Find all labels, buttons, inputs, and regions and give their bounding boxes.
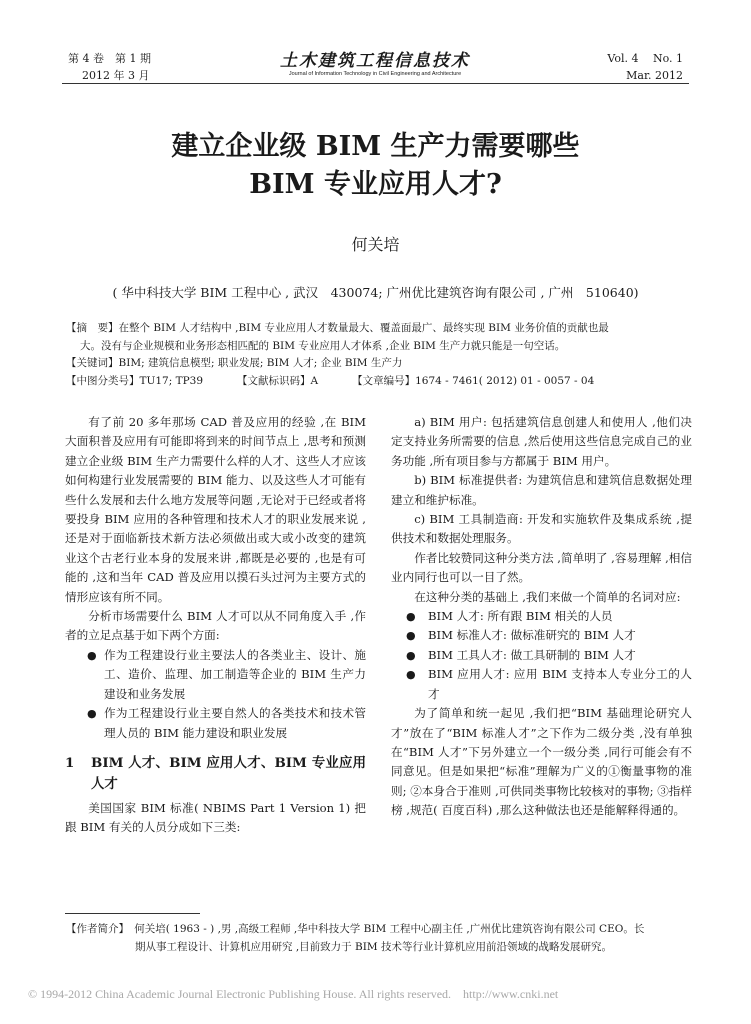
article-title: [0, 128, 751, 204]
issue-number: 第 4 卷 第 1 期: [68, 52, 151, 65]
list-item: ● BIM 人才: 所有跟 BIM 相关的人员: [391, 607, 692, 626]
classification-line: [66, 373, 686, 391]
volume-date: Mar. 2012: [626, 69, 683, 82]
right-column: [391, 413, 692, 821]
article-number: 【文章编号】1674 - 7461( 2012) 01 - 0057 - 04: [352, 374, 595, 387]
left-column: [65, 413, 366, 838]
title-line-1: 建立企业级 BIM 生产力需要哪些: [171, 131, 580, 162]
footnote-divider: [65, 913, 200, 914]
nbims-paragraph: 美国国家 BIM 标准( NBIMS Part 1 Version 1) 把跟 BIM 有关的人员分成如下三类:: [65, 800, 366, 835]
talent-list: [391, 607, 692, 704]
document-code: 【文献标识码】A: [237, 374, 319, 387]
issue-date: 2012 年 3 月: [82, 69, 150, 82]
abstract-block: [66, 320, 686, 390]
bullet-icon: ●: [406, 668, 416, 682]
journal-masthead: [240, 46, 510, 78]
intro-paragraph: 有了前 20 多年那场 CAD 普及应用的经验 ,在 BIM 大面积普及应用有可能即将到来的时间节点上 ,思考和预测建立企业级 BIM 生产力需要什么样的人才、这些人才应该如何构建行业发展需要的 BIM 能力、以及这些人才可能有些什么发展和去什么地方发展等问题 ,无论对于已经或者将要投身 BIM 应用的各种管理和技术人才的职业发展来说 ,还是对于面临新技术新方法必须做出或大或小改变的建筑业这个古老行业本身的发展来讲 ,都既是必要的 ,也是有可能的 ,这和当年 CAD 普及应用以摸石头过河为主要方式的情形应该有所不同。: [65, 415, 366, 604]
bullet-icon: ●: [87, 648, 97, 662]
bullet-icon: ●: [87, 707, 97, 721]
list-item: ● BIM 标准人才: 做标准研究的 BIM 人才: [391, 626, 692, 645]
list-item: ● 作为工程建设行业主要自然人的各类技术和技术管理人员的 BIM 能力建设和职业发展: [87, 706, 366, 740]
volume-number: Vol. 4 No. 1: [607, 52, 683, 65]
bullet-icon: ●: [406, 648, 416, 662]
section-title: BIM 人才、BIM 应用人才、BIM 专业应用人才: [91, 754, 366, 792]
footnote-line-1: 【作者简介】 何关培( 1963 - ) ,男 ,高级工程师 ,华中科技大学 BIM 工程中心副主任 ,广州优比建筑咨询有限公司 CEO。长: [66, 923, 645, 935]
footnote-line-2: 期从事工程设计、计算机应用研究 ,目前致力于 BIM 技术等行业计算机应用前沿领域的战略发展研究。: [135, 940, 612, 953]
clc-number: 【中图分类号】TU17; TP39: [66, 374, 204, 387]
bullet-icon: ●: [406, 629, 416, 643]
analysis-paragraph: 分析市场需要什么 BIM 人才可以从不同角度入手 ,作者的立足点基于如下两个方面:: [65, 609, 366, 643]
author-affiliation: ( 华中科技大学 BIM 工程中心 , 武汉 430074; 广州优比建筑咨询有限公司 , 广州 510640): [112, 285, 639, 300]
classification-note-paragraph: 为了简单和统一起见 ,我们把“BIM 基础理论研究人才”放在了“BIM 标准人才”之下作为二级分类 ,没有单独在“BIM 人才”下另外建立一个一级分类 ,同行可能会有不同意见。但是如果把“标准”理解为广义的①衡量事物的准则; ②本身合于准则 ,可供同类事物比较核对的事物; ③指样榜 ,规范( 百度百科) ,那么这种做法也还是能解释得通的。: [391, 706, 692, 818]
list-item: ● 作为工程建设行业主要法人的各类业主、设计、施工、造价、监理、加工制造等企业的 BIM 生产力建设和业务发展: [87, 647, 366, 701]
volume-info: [607, 50, 683, 84]
journal-title-cn: 土木建筑工程信息技术: [280, 51, 470, 71]
bim-standard-paragraph: b) BIM 标准提供者: 为建筑信息和建筑信息数据处理建立和维护标准。: [391, 473, 692, 507]
abstract-line-2: 大。没有与企业规模和业务形态相匹配的 BIM 专业应用人才体系 ,企业 BIM 生产力就只能是一句空话。: [80, 339, 566, 352]
mapping-paragraph: 在这种分类的基础上 ,我们来做一个简单的名词对应:: [414, 589, 681, 604]
issue-info: [68, 50, 151, 84]
title-line-2: BIM 专业应用人才?: [249, 169, 502, 200]
copyright-notice: © 1994-2012 China Academic Journal Electronic Publishing House. All rights reserved. http://www.cnki.net: [28, 987, 559, 1001]
bim-tool-paragraph: c) BIM 工具制造商: 开发和实施软件及集成系统 ,提供技术和数据处理服务。: [391, 512, 692, 546]
section-number: 1: [65, 754, 75, 771]
abstract-line-1: 【摘 要】在整个 BIM 人才结构中 ,BIM 专业应用人才数量最大、覆盖面最广、最终实现 BIM 业务价值的贡献也最: [66, 322, 609, 334]
bim-user-paragraph: a) BIM 用户: 包括建筑信息创建人和使用人 ,他们决定支持业务所需要的信息 ,然后使用这些信息完成自己的业务功能 ,所有项目参与方都属于 BIM 用户。: [391, 415, 692, 468]
author-bio-footnote: [66, 921, 686, 956]
journal-title-en: Journal of Information Technology in Civil Engineering and Architecture: [288, 71, 462, 77]
list-item: ● BIM 应用人才: 应用 BIM 支持本人专业分工的人才: [406, 667, 692, 701]
list-item: ● BIM 工具人才: 做工具研制的 BIM 人才: [391, 646, 692, 665]
header-divider: [62, 83, 689, 84]
section-heading: [65, 753, 366, 795]
agreement-paragraph: 作者比较赞同这种分类方法 ,简单明了 ,容易理解 ,相信业内同行也可以一目了然。: [391, 550, 692, 585]
author-name: 何关培: [351, 235, 400, 254]
bullet-icon: ●: [406, 610, 416, 624]
perspective-list: [65, 646, 366, 743]
keywords: 【关键词】BIM; 建筑信息模型; 职业发展; BIM 人才; 企业 BIM 生产力: [66, 357, 403, 370]
